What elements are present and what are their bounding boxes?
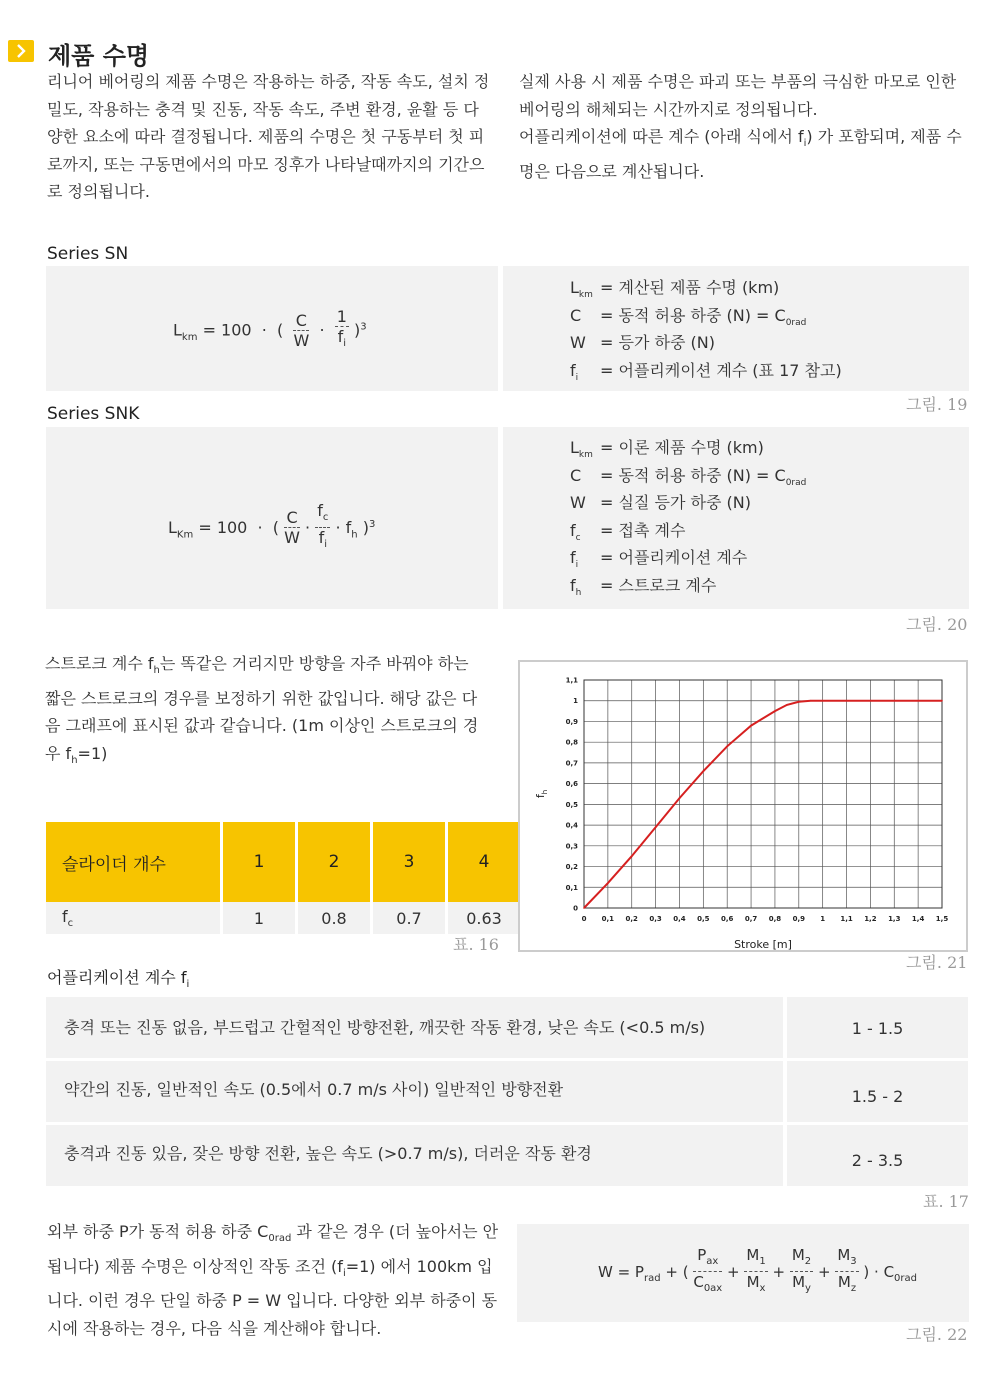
y-tick-label: 0 bbox=[573, 904, 578, 913]
x-tick-label: 0 bbox=[581, 915, 587, 923]
x-tick-label: 1,3 bbox=[888, 915, 901, 923]
definition-row: W = 실질 등가 하중 (N) bbox=[570, 493, 751, 512]
x-tick-label: 0,4 bbox=[673, 915, 686, 923]
text-line: 어플리케이션에 따른 계수 (아래 식에서 $f_i$) 가 포함되며, 제품 수 bbox=[519, 127, 962, 150]
data-point bbox=[810, 700, 812, 702]
definition-row: W = 등가 하중 (N) bbox=[570, 333, 715, 352]
definition-row: $L_{km}$ = 계산된 제품 수명 (km) bbox=[570, 278, 780, 301]
intro-left-paragraph bbox=[47, 68, 502, 206]
application-factor-row bbox=[46, 997, 968, 1058]
y-tick-label: 0,2 bbox=[565, 863, 578, 872]
sn-definitions bbox=[570, 274, 842, 384]
w-formula: $W = P_{rad}$ + ( $\frac{P_{ax}}{C_{0ax}}$ + $\frac{M_1}{M_x}$ + $\frac{M_2}{M_y}$ + $\frac{M_3}{M_z}$ ) · $C_{0rad}$ bbox=[598, 1246, 917, 1294]
text-line: 리니어 베어링의 제품 수명은 작용하는 하중, 작동 속도, 설치 정 bbox=[47, 72, 490, 91]
table-cell: 1 bbox=[223, 902, 295, 934]
text-line: 우 $f_h=1$) bbox=[45, 743, 108, 766]
text-line: 베어링의 해체되는 시간까지로 정의됩니다. bbox=[519, 99, 818, 119]
x-tick-label: 0,1 bbox=[601, 915, 615, 923]
fc-table bbox=[43, 822, 523, 934]
x-tick-label: 1,5 bbox=[935, 915, 949, 923]
y-axis-label: $f_h$ bbox=[534, 789, 549, 799]
figure-19-caption: 그림. 19 bbox=[906, 395, 968, 414]
data-point bbox=[774, 710, 776, 712]
snk-definitions bbox=[570, 434, 806, 599]
data-point bbox=[631, 855, 633, 857]
application-factor-row bbox=[46, 1125, 968, 1186]
application-value: 2 - 3.5 bbox=[787, 1125, 968, 1186]
contact-factor-table bbox=[43, 822, 523, 934]
table-header-cell: 2 bbox=[298, 822, 370, 902]
text-line: 시에 작용하는 경우, 다음 식을 계산해야 합니다. bbox=[47, 1318, 382, 1338]
x-tick-label: 1,2 bbox=[864, 915, 877, 923]
data-point bbox=[917, 700, 919, 702]
data-point bbox=[703, 770, 705, 772]
x-axis-label: Stroke [m] bbox=[734, 938, 792, 950]
data-point bbox=[750, 725, 752, 727]
section-chevron-icon bbox=[8, 40, 34, 62]
y-tick-label: 0,7 bbox=[565, 759, 578, 768]
table-header-cell: 1 bbox=[223, 822, 295, 902]
y-tick-label: 0,6 bbox=[565, 780, 578, 789]
intro-right-paragraph bbox=[519, 68, 979, 185]
definition-row: $f_i$ = 어플리케이션 계수 bbox=[570, 548, 748, 571]
y-tick-label: 1 bbox=[573, 697, 578, 706]
text-line: 짧은 스트로크의 경우를 보정하기 위한 값입니다. 해당 값은 다 bbox=[45, 688, 478, 708]
section-title: 제품 수명 bbox=[48, 42, 150, 70]
x-tick-label: 0,6 bbox=[720, 915, 734, 923]
text-line: 양한 요소에 따라 결정됩니다. 제품의 수명은 첫 구동부터 첫 피 bbox=[47, 127, 485, 146]
application-condition: 약간의 진동, 일반적인 속도 (0.5에서 0.7 m/s 사이) 일반적인 방향전환 bbox=[46, 1061, 783, 1122]
application-factor-row bbox=[46, 1061, 968, 1122]
y-tick-label: 0,4 bbox=[565, 821, 578, 830]
table-cell: 0.63 bbox=[448, 902, 520, 934]
x-tick-label: 0,9 bbox=[792, 915, 806, 923]
data-point bbox=[870, 700, 872, 702]
application-value: 1 - 1.5 bbox=[787, 997, 968, 1058]
text-line: 음 그래프에 표시된 값과 같습니다. (1m 이상인 스트로크의 경 bbox=[45, 716, 479, 736]
text-line: 밀도, 작용하는 충격 및 진동, 작동 속도, 주변 환경, 윤활 등 다 bbox=[47, 99, 479, 119]
text-line: 실제 사용 시 제품 수명은 파괴 또는 부품의 극심한 마모로 인한 bbox=[519, 72, 957, 91]
table-header-cell: 3 bbox=[373, 822, 445, 902]
stroke-factor-chart bbox=[518, 660, 968, 952]
data-point bbox=[941, 700, 943, 702]
text-line: 됩니다) 제품 수명은 이상적인 작동 조건 $(f_i=1)$ 에서 100km 입 bbox=[47, 1256, 493, 1279]
x-tick-label: 0,3 bbox=[649, 915, 662, 923]
sn-formula: $L_{km} = 100$ · ( $\frac{C}{W}$ · $\frac{1}{f_i}$ )$^3$ bbox=[173, 307, 367, 350]
data-point bbox=[607, 882, 609, 884]
x-tick-label: 1 bbox=[820, 915, 826, 923]
y-tick-label: 0,5 bbox=[565, 800, 578, 809]
data-point bbox=[726, 746, 728, 748]
definition-row: $f_c$ = 접촉 계수 bbox=[570, 520, 686, 543]
x-tick-label: 0,7 bbox=[744, 915, 758, 923]
definition-row: $f_i$ = 어플리케이션 계수 (표 17 참고) bbox=[570, 360, 842, 383]
figure-22-caption: 그림. 22 bbox=[906, 1325, 968, 1344]
y-tick-label: 0,9 bbox=[565, 717, 578, 726]
data-point bbox=[655, 826, 657, 828]
plot-border bbox=[584, 680, 942, 908]
data-point bbox=[679, 797, 681, 799]
table-header-cell: 4 bbox=[448, 822, 520, 902]
series-sn-title: Series SN bbox=[47, 244, 129, 264]
data-point bbox=[798, 701, 800, 703]
y-tick-label: 0,1 bbox=[565, 883, 578, 892]
chart-svg bbox=[520, 662, 966, 950]
data-point bbox=[846, 700, 848, 702]
x-tick-label: 1,1 bbox=[840, 915, 853, 923]
y-tick-label: 1,1 bbox=[565, 676, 578, 685]
table-16-caption: 표. 16 bbox=[453, 935, 499, 954]
text-line: 로 정의됩니다. bbox=[47, 182, 150, 201]
stroke-factor-paragraph bbox=[45, 650, 500, 774]
data-point bbox=[583, 907, 585, 909]
x-tick-label: 0,2 bbox=[625, 915, 638, 923]
definition-row: $L_{km}$ = 이론 제품 수명 (km) bbox=[570, 438, 764, 461]
application-condition: 충격 또는 진동 없음, 부드럽고 간헐적인 방향전환, 깨끗한 작동 환경, 낮은 속도 (<0.5 m/s) bbox=[46, 997, 783, 1058]
application-condition: 충격과 진동 있음, 잦은 방향 전환, 높은 속도 (>0.7 m/s), 더러운 작동 환경 bbox=[46, 1125, 783, 1186]
table-cell: 0.8 bbox=[298, 902, 370, 934]
definition-row: C = 동적 허용 하중 $(N) = C_{0rad}$ bbox=[570, 465, 807, 488]
data-point bbox=[894, 700, 896, 702]
data-point bbox=[786, 704, 788, 706]
definition-row: C = 동적 허용 하중 $(N) = C_{0rad}$ bbox=[570, 305, 807, 328]
text-line: 명은 다음으로 계산됩니다. bbox=[519, 161, 705, 181]
application-factor-title: 어플리케이션 계수 $f_i$ bbox=[47, 968, 190, 991]
series-snk-title: Series SNK bbox=[47, 404, 140, 424]
figure-21-caption: 그림. 21 bbox=[906, 953, 968, 972]
y-tick-label: 0,3 bbox=[565, 842, 578, 851]
figure-20-caption: 그림. 20 bbox=[906, 615, 968, 634]
snk-formula: $L_{Km} = 100$ · ( $\frac{C}{W}$ · $\frac{f_c}{f_i}$ · $f_h$ )$^3$ bbox=[168, 501, 376, 551]
data-point bbox=[822, 700, 824, 702]
application-value: 1.5 - 2 bbox=[787, 1061, 968, 1122]
text-line: 스트로크 계수 $f_h$는 똑같은 거리지만 방향을 자주 바꿔야 하는 bbox=[45, 654, 469, 677]
x-tick-label: 1,4 bbox=[911, 915, 925, 923]
table-header-cell: 슬라이더 개수 bbox=[46, 822, 220, 902]
x-tick-label: 0,8 bbox=[768, 915, 782, 923]
external-load-paragraph bbox=[47, 1218, 502, 1342]
y-tick-label: 0,8 bbox=[565, 738, 578, 747]
table-cell: 0.7 bbox=[373, 902, 445, 934]
table-row-label: $f_c$ bbox=[46, 902, 220, 934]
text-line: 로까지, 또는 구동면에서의 마모 징후가 나타날때까지의 기간으 bbox=[47, 154, 485, 174]
text-line: 외부 하중 P가 동적 허용 하중 $C_{0rad}$ 과 같은 경우 (더 높아서는 안 bbox=[47, 1222, 499, 1245]
x-tick-label: 0,5 bbox=[697, 915, 710, 923]
table-17-caption: 표. 17 bbox=[923, 1192, 969, 1211]
definition-row: $f_h$ = 스트로크 계수 bbox=[570, 575, 717, 598]
text-line: 니다. 이런 경우 단일 하중 P = W 입니다. 다양한 외부 하중이 동 bbox=[47, 1291, 498, 1311]
